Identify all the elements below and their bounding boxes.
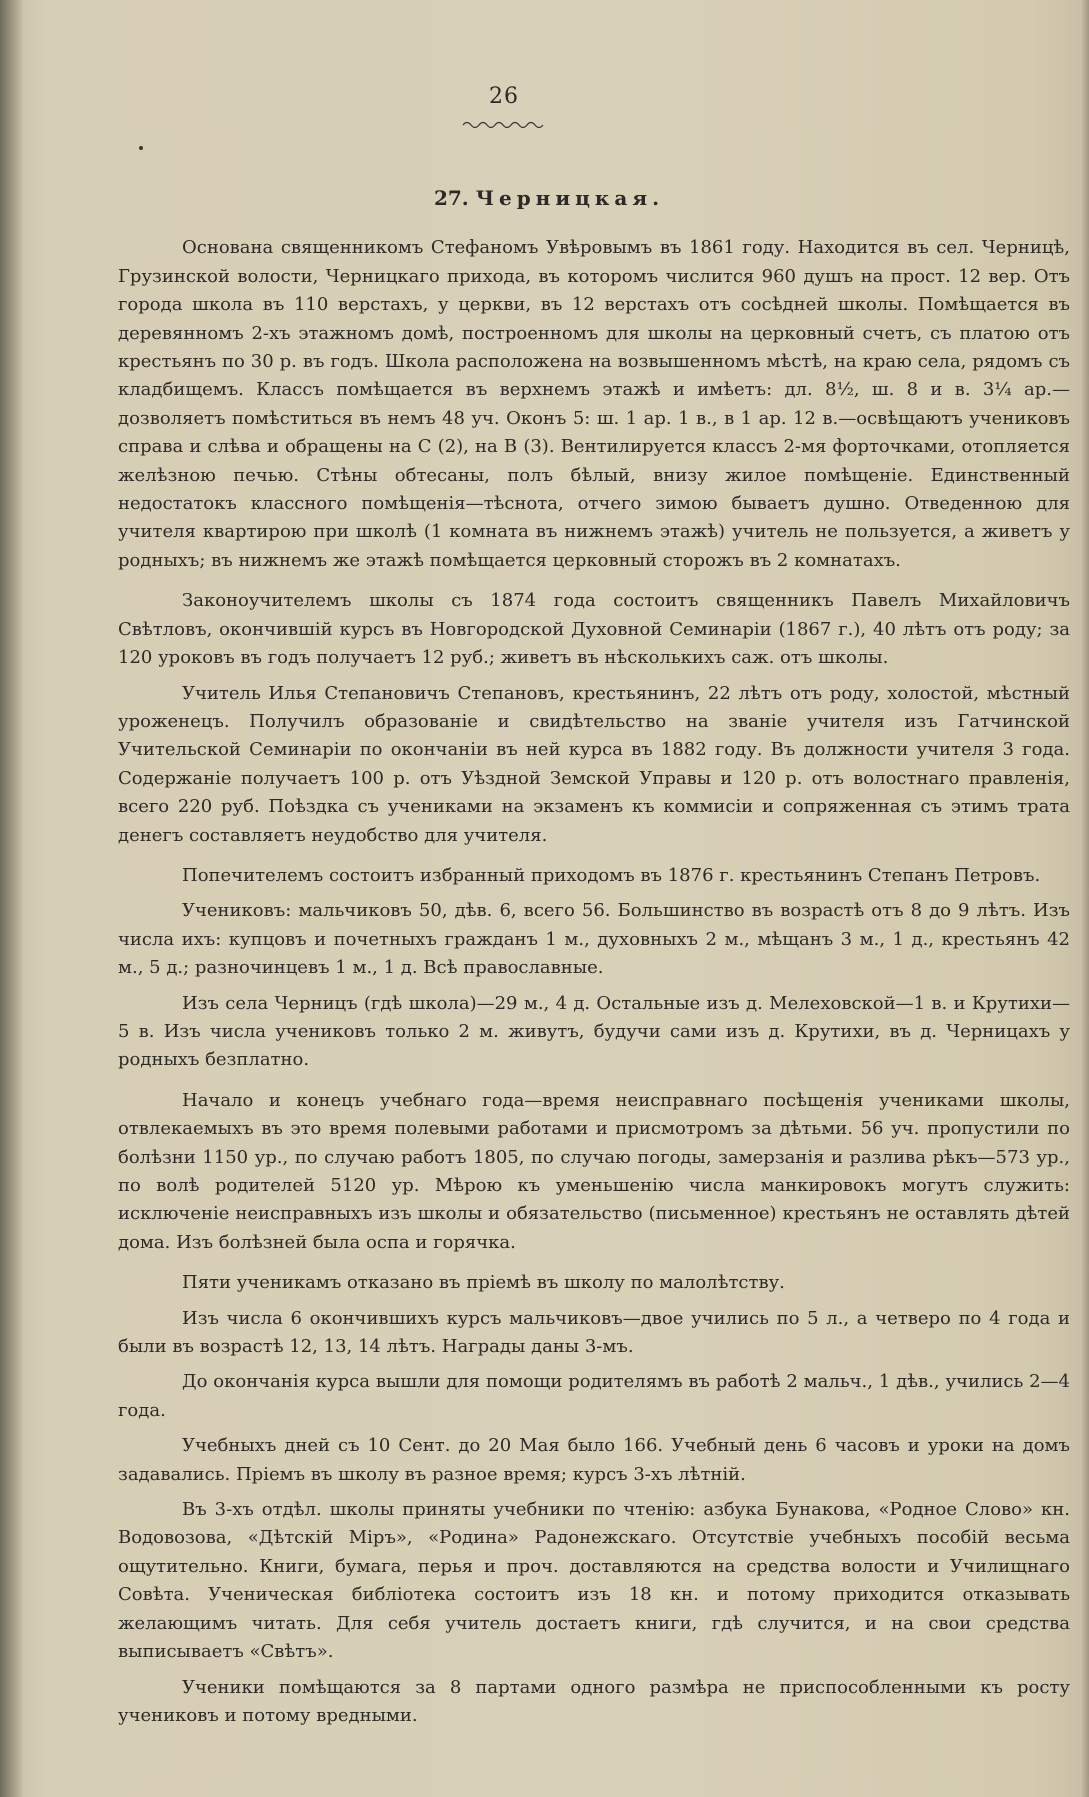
page-edge-shadow (1081, 0, 1089, 1797)
paragraph-refused: Пяти ученикамъ отказано въ пріемѣ въ школу по малолѣтству. (182, 1272, 785, 1294)
section-number: 27. (433, 186, 469, 210)
section-title: Черницкая. (475, 186, 665, 210)
page-number: 26 (489, 84, 519, 109)
paragraph-founding: Основана священникомъ Стефаномъ Увѣровымъ въ 1861 году. Находится въ сел. Черницѣ, Грузинской волости, Черницкаго прихода, въ которомъ числится 960 душъ на прост. 12 вер. Отъ города школа въ 110 верстахъ, у церкви, въ 12 верстахъ отъ сосѣдней школы. Помѣщается въ деревянномъ 2-хъ этажномъ домѣ, построенномъ для школы на церковный счетъ, съ платою отъ крестьянъ по 30 р. въ годъ. Школа расположена на возвышенномъ мѣстѣ, на краю села, рядомъ съ кладбищемъ. Классъ помѣщается въ верхнемъ этажѣ и имѣетъ: дл. 8½, ш. 8 и в. 3¼ ар.—дозволяетъ помѣститься въ немъ 48 уч. Оконъ 5: ш. 1 ар. 1 в., в 1 ар. 12 в.—освѣщаютъ учениковъ справа и слѣва и обращены на С (2), на В (3). Вентилируется классъ 2-мя форточками, отопляется желѣзною печью. Стѣны обтесаны, полъ бѣлый, внизу жилое помѣщеніе. Единственный недостатокъ классного помѣщенія—тѣснота, отчего зимою бываетъ душно. Отведенною для учителя квартирою при школѣ (1 комната въ нижнемъ этажѣ) учитель не пользуется, а живетъ у родныхъ; въ нижнемъ же этажѣ помѣщается церковный сторожъ въ 2 комнатахъ. (118, 237, 1070, 571)
paragraph-dropouts: До окончанія курса вышли для помощи родителямъ въ работѣ 2 мальч., 1 дѣв., учились 2—4 года. (118, 1371, 1070, 1421)
wavy-rule-ornament (0, 112, 1070, 128)
paragraph-villages: Изъ села Черницъ (гдѣ школа)—29 м., 4 д. Остальные изъ д. Мелеховской—1 в. и Крутихи—5 в. Изъ числа учениковъ только 2 м. живутъ, будучи сами изъ д. Крутихи, въ д. Черницахъ у родныхъ безплатно. (118, 992, 1070, 1071)
paragraph-graduates: Изъ числа 6 окончившихъ курсъ мальчиковъ—двое учились по 5 л., а четверо по 4 года и были въ возрастѣ 12, 13, 14 лѣтъ. Награды даны 3-мъ. (118, 1307, 1070, 1358)
paragraph-trustee: Попечителемъ состоитъ избранный приходомъ въ 1876 г. крестьянинъ Степанъ Петровъ. (182, 864, 1041, 886)
binding-shadow (0, 0, 24, 1797)
section-heading (28, 184, 1070, 212)
page-content (118, 82, 1070, 1737)
wavy-line-icon (461, 119, 547, 131)
paragraph-teacher: Учитель Илья Степановичъ Степановъ, крестьянинъ, 22 лѣтъ отъ роду, холостой, мѣстный уроженецъ. Получилъ образованіе и свидѣтельство на званіе учителя изъ Гатчинской Учительской Семинаріи по окончаніи въ ней курса въ 1882 году. Въ должности учителя 3 года. Содержаніе получаетъ 100 р. отъ Уѣздной Земской Управы и 120 р. отъ волостнаго правленія, всего 220 руб. Поѣздка съ учениками на экзаменъ къ коммисіи и сопряженная съ этимъ трата денегъ составляетъ неудобство для учителя. (118, 682, 1070, 846)
paragraph-textbooks: Въ 3-хъ отдѣл. школы приняты учебники по чтенію: азбука Бунакова, «Родное Слово» кн. Водовозова, «Дѣтскій Міръ», «Родина» Радонежскаго. Отсутствіе учебныхъ пособій весьма ощутительно. Книги, бумага, перья и проч. доставляются на средства волости и Училищнаго Совѣта. Ученическая библіотека состоитъ изъ 18 кн. и потому приходится отказывать желающимъ читать. Для себя учитель достаетъ книги, гдѣ случится, и на свои средства выписываетъ «Свѣтъ». (118, 1499, 1070, 1663)
paragraph-desks: Ученики помѣщаются за 8 партами одного размѣра не приспособленными къ росту учениковъ и потому вредными. (118, 1676, 1070, 1726)
paragraph-religion-teacher: Законоучителемъ школы съ 1874 года состоитъ священникъ Павелъ Михайловичъ Свѣтловъ, окончившій курсъ въ Новгородской Духовной Семинаріи (1867 г.), 40 лѣтъ отъ роду; за 120 уроковъ въ годъ получаетъ 12 руб.; живетъ въ нѣсколькихъ саж. отъ школы. (118, 590, 1070, 669)
paragraph-attendance: Начало и конецъ учебнаго года—время неисправнаго посѣщенія учениками школы, отвлекаемыхъ въ это время полевыми работами и присмотромъ за дѣтьми. 56 уч. пропустили по болѣзни 1150 ур., по случаю работъ 1805, по случаю погоды, замерзанія и разлива рѣкъ—573 ур., по волѣ родителей 5120 ур. Мѣрою къ уменьшенію числа манкировокъ могутъ служить: исключеніе неисправныхъ изъ школы и обязательство (письменное) крестьянъ не оставлять дѣтей дома. Изъ болѣзней была оспа и горячка. (118, 1089, 1070, 1253)
paragraph-pupils: Учениковъ: мальчиковъ 50, дѣв. 6, всего 56. Большинство въ возрастѣ отъ 8 до 9 лѣтъ. Изъ числа ихъ: купцовъ и почетныхъ гражданъ 1 м., духовныхъ 2 м., мѣщанъ 3 м., 1 д., крестьянъ 42 м., 5 д.; разночинцевъ 1 м., 1 д. Всѣ православные. (118, 900, 1070, 979)
paragraph-school-days: Учебныхъ дней съ 10 Сент. до 20 Мая было 166. Учебный день 6 часовъ и уроки на домъ задавались. Пріемъ въ школу въ разное время; курсъ 3-хъ лѣтній. (118, 1435, 1070, 1485)
